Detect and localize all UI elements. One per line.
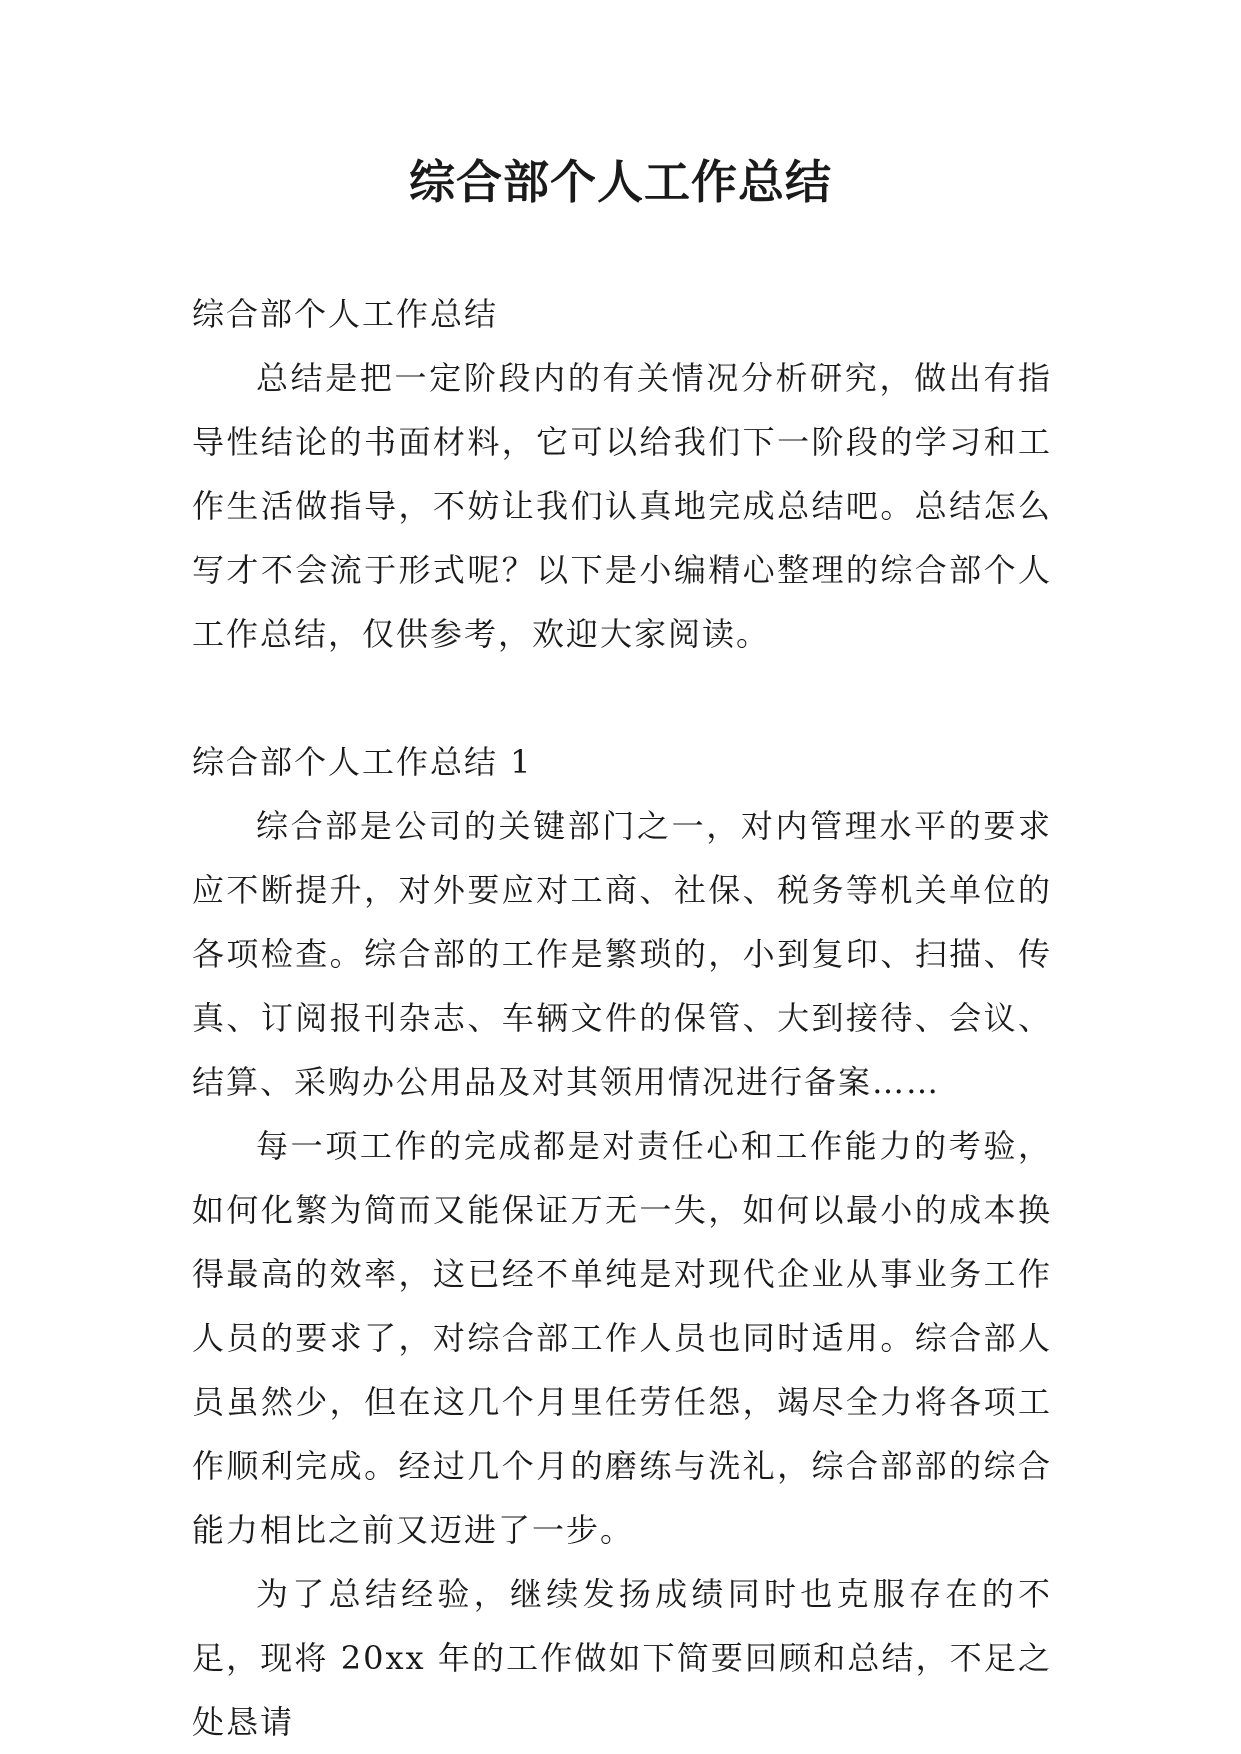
section-1-paragraph-2: 每一项工作的完成都是对责任心和工作能力的考验，如何化繁为简而又能保证万无一失，如何以最小的成本换得最高的效率，这已经不单纯是对现代企业从事业务工作人员的要求了，对综合部工作人员也同时适用。综合部人员虽然少，但在这几个月里任劳任怨，竭尽全力将各项工作顺利完成。经过几个月的磨练与洗礼，综合部部的综合能力相比之前又迈进了一步。 bbox=[192, 1127, 1052, 1549]
section-1-heading: 综合部个人工作总结 1 bbox=[192, 743, 533, 781]
section-spacer bbox=[192, 666, 1052, 730]
document-body bbox=[192, 282, 1052, 1754]
section-1-paragraph-1: 综合部是公司的关键部门之一，对内管理水平的要求应不断提升，对外要应对工商、社保、税务等机关单位的各项检查。综合部的工作是繁琐的，小到复印、扫描、传真、订阅报刊杂志、车辆文件的保管、大到接待、会议、结算、采购办公用品及对其领用情况进行备案…… bbox=[192, 807, 1052, 1101]
intro-paragraph: 总结是把一定阶段内的有关情况分析研究，做出有指导性结论的书面材料，它可以给我们下一阶段的学习和工作生活做指导，不妨让我们认真地完成总结吧。总结怎么写才不会流于形式呢？以下是小编精心整理的综合部个人工作总结，仅供参考，欢迎大家阅读。 bbox=[192, 359, 1052, 653]
document-title: 综合部个人工作总结 bbox=[409, 155, 832, 209]
section-1-paragraph-3: 为了总结经验，继续发扬成绩同时也克服存在的不足，现将 20xx 年的工作做如下简要回顾和总结，不足之处恳请 bbox=[192, 1575, 1052, 1741]
intro-heading: 综合部个人工作总结 bbox=[192, 295, 499, 333]
